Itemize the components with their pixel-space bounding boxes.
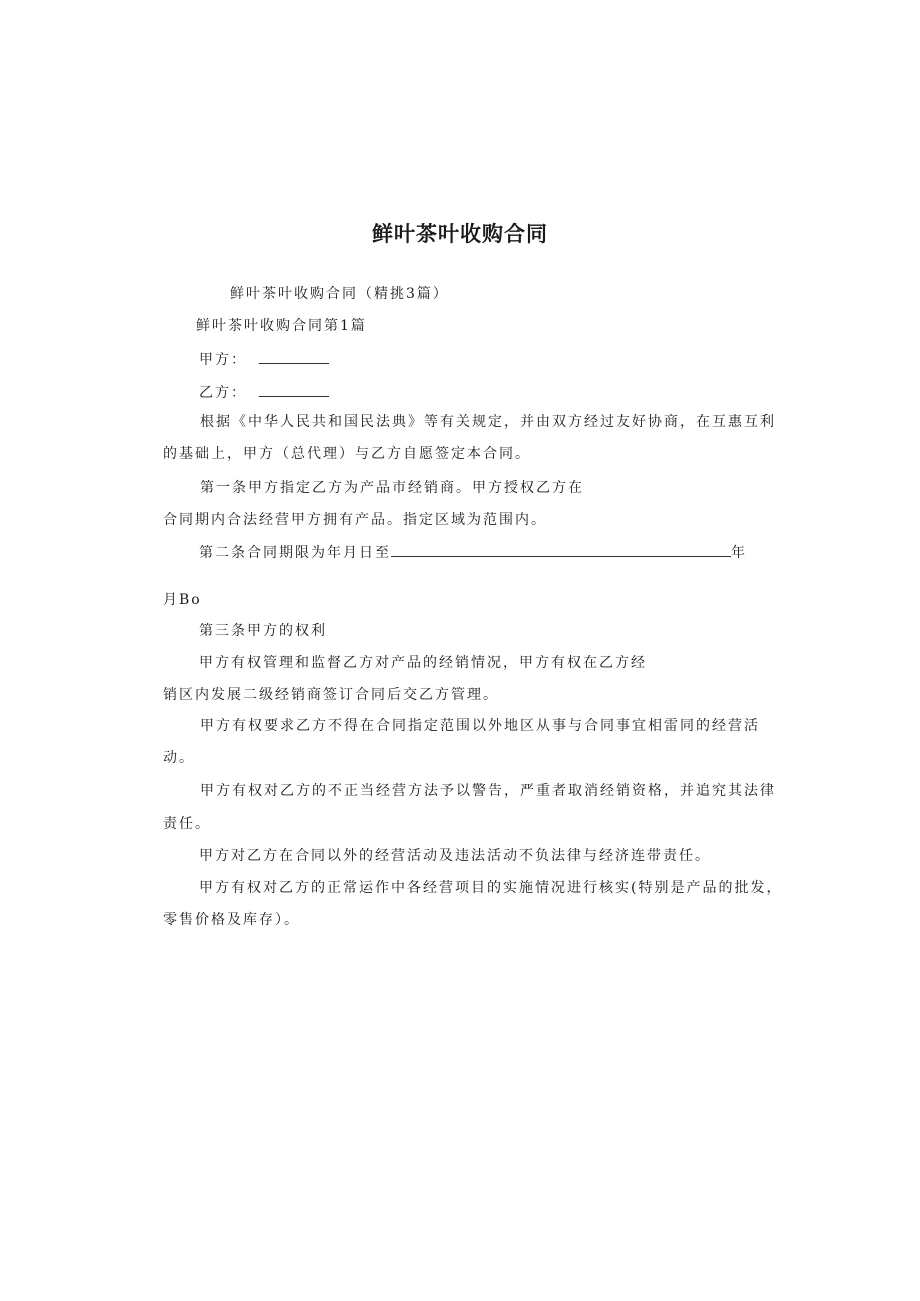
article2-text: 第二条合同期限为年月日至 xyxy=(199,545,391,561)
party-a-label: 甲方： xyxy=(199,352,247,368)
right2-line-2: 动。 xyxy=(163,750,195,766)
right5-line-1: 甲方有权对乙方的正常运作中各经营项目的实施情况进行核实(特别是产品的批发， xyxy=(199,880,783,896)
article2-line-2: 月Bo xyxy=(163,592,202,608)
article2-date-blank xyxy=(391,542,731,557)
article3-heading: 第三条甲方的权利 xyxy=(199,623,327,639)
intro-line-1: 根据《中华人民共和国民法典》等有关规定，并由双方经过友好协商，在互惠互利 xyxy=(200,414,776,430)
document-title: 鲜叶茶叶收购合同 xyxy=(372,222,548,246)
right3-line-2: 责任。 xyxy=(163,816,211,832)
right2-line-1: 甲方有权要求乙方不得在合同指定范围以外地区从事与合同事宜相雷同的经营活 xyxy=(200,718,760,734)
party-a-blank xyxy=(259,349,329,364)
party-a-line xyxy=(199,349,329,370)
right1-line-1: 甲方有权管理和监督乙方对产品的经销情况，甲方有权在乙方经 xyxy=(199,655,647,671)
right5-line-2: 零售价格及库存）。 xyxy=(163,912,300,928)
intro-line-2: 的基础上，甲方（总代理）与乙方自愿签定本合同。 xyxy=(163,446,531,462)
part-heading: 鲜叶茶叶收购合同第1篇 xyxy=(196,318,367,334)
article1-line-1: 第一条甲方指定乙方为产品市经销商。甲方授权乙方在 xyxy=(200,480,584,496)
right1-line-2: 销区内发展二级经销商签订合同后交乙方管理。 xyxy=(163,687,499,703)
article1-line-2: 合同期内合法经营甲方拥有产品。指定区域为范围内。 xyxy=(163,512,547,528)
party-b-label: 乙方： xyxy=(199,385,247,401)
document-subtitle: 鲜叶茶叶收购合同（精挑3篇） xyxy=(230,286,449,302)
party-b-line xyxy=(199,382,329,403)
article2-year: 年 xyxy=(731,545,747,561)
right3-line-1: 甲方有权对乙方的不正当经营方法予以警告，严重者取消经销资格，并追究其法律 xyxy=(200,783,776,799)
right4-line-1: 甲方对乙方在合同以外的经营活动及违法活动不负法律与经济连带责任。 xyxy=(199,848,711,864)
party-b-blank xyxy=(259,382,329,397)
article2-line-1 xyxy=(199,542,747,563)
